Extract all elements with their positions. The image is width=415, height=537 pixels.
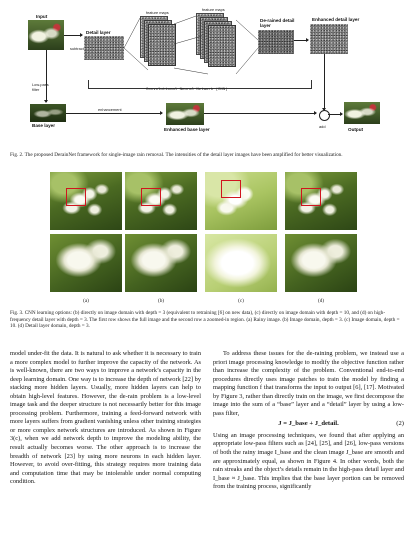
fig3-zoom-box-a: [66, 188, 86, 206]
fig3-sublabel-b: (b): [157, 298, 165, 304]
pipeline-diagram: [0, 0, 415, 150]
label-enhanced-base: Enhanced base layer: [164, 127, 210, 132]
output-image: [344, 102, 380, 124]
fig3-photo-d: [285, 172, 357, 230]
fig3-zoom-box-d: [301, 188, 321, 206]
fig3-zoom-c: [205, 234, 277, 292]
right-paragraph-2: Using an image processing techniques, we found that after applying an appropriate low-pass filters such as [24], [25], and [26], low-pass versions of both the rainy image I_base and the clean image J_base are smooth and are approximately equal, as shown in Figure 4. In other words, both the rain streaks and the object’s details remain in the high-pass detail layer and I_base ≈ J_base. This implies that the base layer portion can be removed from the training process, significantly: [213, 431, 404, 491]
fig2-caption: Fig. 2. The proposed DerainNet framework for single-image rain removal. The intensities of the detail layer images have been amplified for better visualization.: [10, 152, 343, 158]
add-node: [319, 110, 330, 121]
label-derained-detail: De-rained detail layer: [260, 18, 295, 29]
cnn-connection-lines: [124, 14, 274, 76]
equation-text: J = J_base + J_detail.: [278, 420, 339, 428]
label-enhanced-detail: Enhanced detail layer: [312, 17, 360, 22]
label-output: Output: [348, 127, 364, 132]
base-layer-image: [30, 104, 66, 122]
right-paragraph-1: To address these issues for the de-raining problem, we instead use a priori image processing knowledge to modify the objective function rather than increase the complexity of the problem. Conventional end-to-end procedures directly uses image patches to train the model by finding a mapping function f that transforms the input to output [6], [17]. Motivated by Figure 3, rather than directly train on the image, we first decompose the image into the sum of a “base” layer and a “detail” layer by using a low-pass filter,: [213, 350, 404, 417]
label-feature-maps-1: feature maps: [146, 10, 169, 15]
fig3-sublabel-c: (c): [238, 298, 244, 304]
fig3-zoom-b: [125, 234, 197, 292]
fig3-sublabel-a: (a): [83, 298, 89, 304]
derained-detail-image: [258, 30, 294, 54]
arrow-derained-enhanced: [294, 40, 308, 41]
arrow-enhanced-base-add: [204, 113, 316, 114]
arrow-input-detail: [64, 35, 82, 36]
input-image: [28, 20, 64, 50]
label-lowpass: Low-pass filter: [32, 82, 49, 92]
label-feature-maps-2: feature maps: [202, 7, 225, 12]
detail-layer-image: [84, 36, 124, 60]
label-input: Input: [36, 14, 48, 19]
fig3-photo-c: [205, 172, 277, 230]
cnn-label: Convolutional Neural Network (CNN): [146, 88, 228, 92]
label-enhancement: enhancement: [98, 107, 122, 112]
body-right-column: [213, 350, 404, 492]
fig3-photo-b: [125, 172, 197, 230]
label-base-layer: Base layer: [32, 123, 55, 128]
equation-2: [213, 420, 404, 429]
enhanced-base-image: [166, 103, 204, 125]
fig3-zoom-a: [50, 234, 122, 292]
equation-number: (2): [396, 420, 404, 428]
enhanced-detail-image: [310, 24, 348, 54]
fig3-photo-a: [50, 172, 122, 230]
label-subtract: subtract: [70, 46, 84, 51]
body-left-column: [10, 350, 201, 487]
label-detail-layer: Detail layer: [86, 30, 111, 35]
fig3-zoom-box-b: [141, 188, 161, 206]
arrow-add-output: [328, 114, 342, 115]
fig3-image-grid: [0, 166, 415, 300]
fig3-zoom-d: [285, 234, 357, 292]
label-add: add: [319, 124, 326, 129]
fig3-caption: Fig. 3. CNN learning options: (b) directly on image domain with depth = 3 (equivalent to retraining [6] on new data), (c) directly on image domain with depth = 10, and (d) on high-frequency detail layer with depth = 3. The first row shows the full image and the second row a zoomed-in region. (a) Rainy image. (b) Image domain, depth = 3. (c) Image domain, depth = 10. (d) Detail layer domain, depth = 3.: [10, 310, 400, 330]
arrow-detail-add: [324, 54, 325, 110]
fig3-zoom-box-c: [221, 180, 241, 198]
left-paragraph: model under-fit the data. It is natural to ask whether it is necessary to train a more complex model to further improve the capacity of the network. As is well-known, there are two ways to improve a network’s capacity in the deep learning domain. One way is to increase the depth of network [22] by stacking more hidden layers. Usually, more hidden layers can help to obtain high-level features. However, the de-rain problem is a low-level image task and the deeper structure is not necessarily better for this image processing problem. Furthermore, training a feed-forward network with more layers suffers from gradient vanishing unless other training strategies or more complex network structures are introduced. As shown in Figure 3(c), when we add network depth to improve the modeling ability, the result actually becomes worse. The other approach is to increase the breadth of network [23] by using more neurons in each hidden layer. However, to avoid over-fitting, this strategy requires more training data and computation time that may be intolerable under normal computing condition.: [10, 350, 201, 486]
arrow-lowpass-down: [46, 50, 47, 102]
fig3-sublabel-d: (d): [317, 298, 325, 304]
arrow-base-enhanced: [66, 113, 162, 114]
